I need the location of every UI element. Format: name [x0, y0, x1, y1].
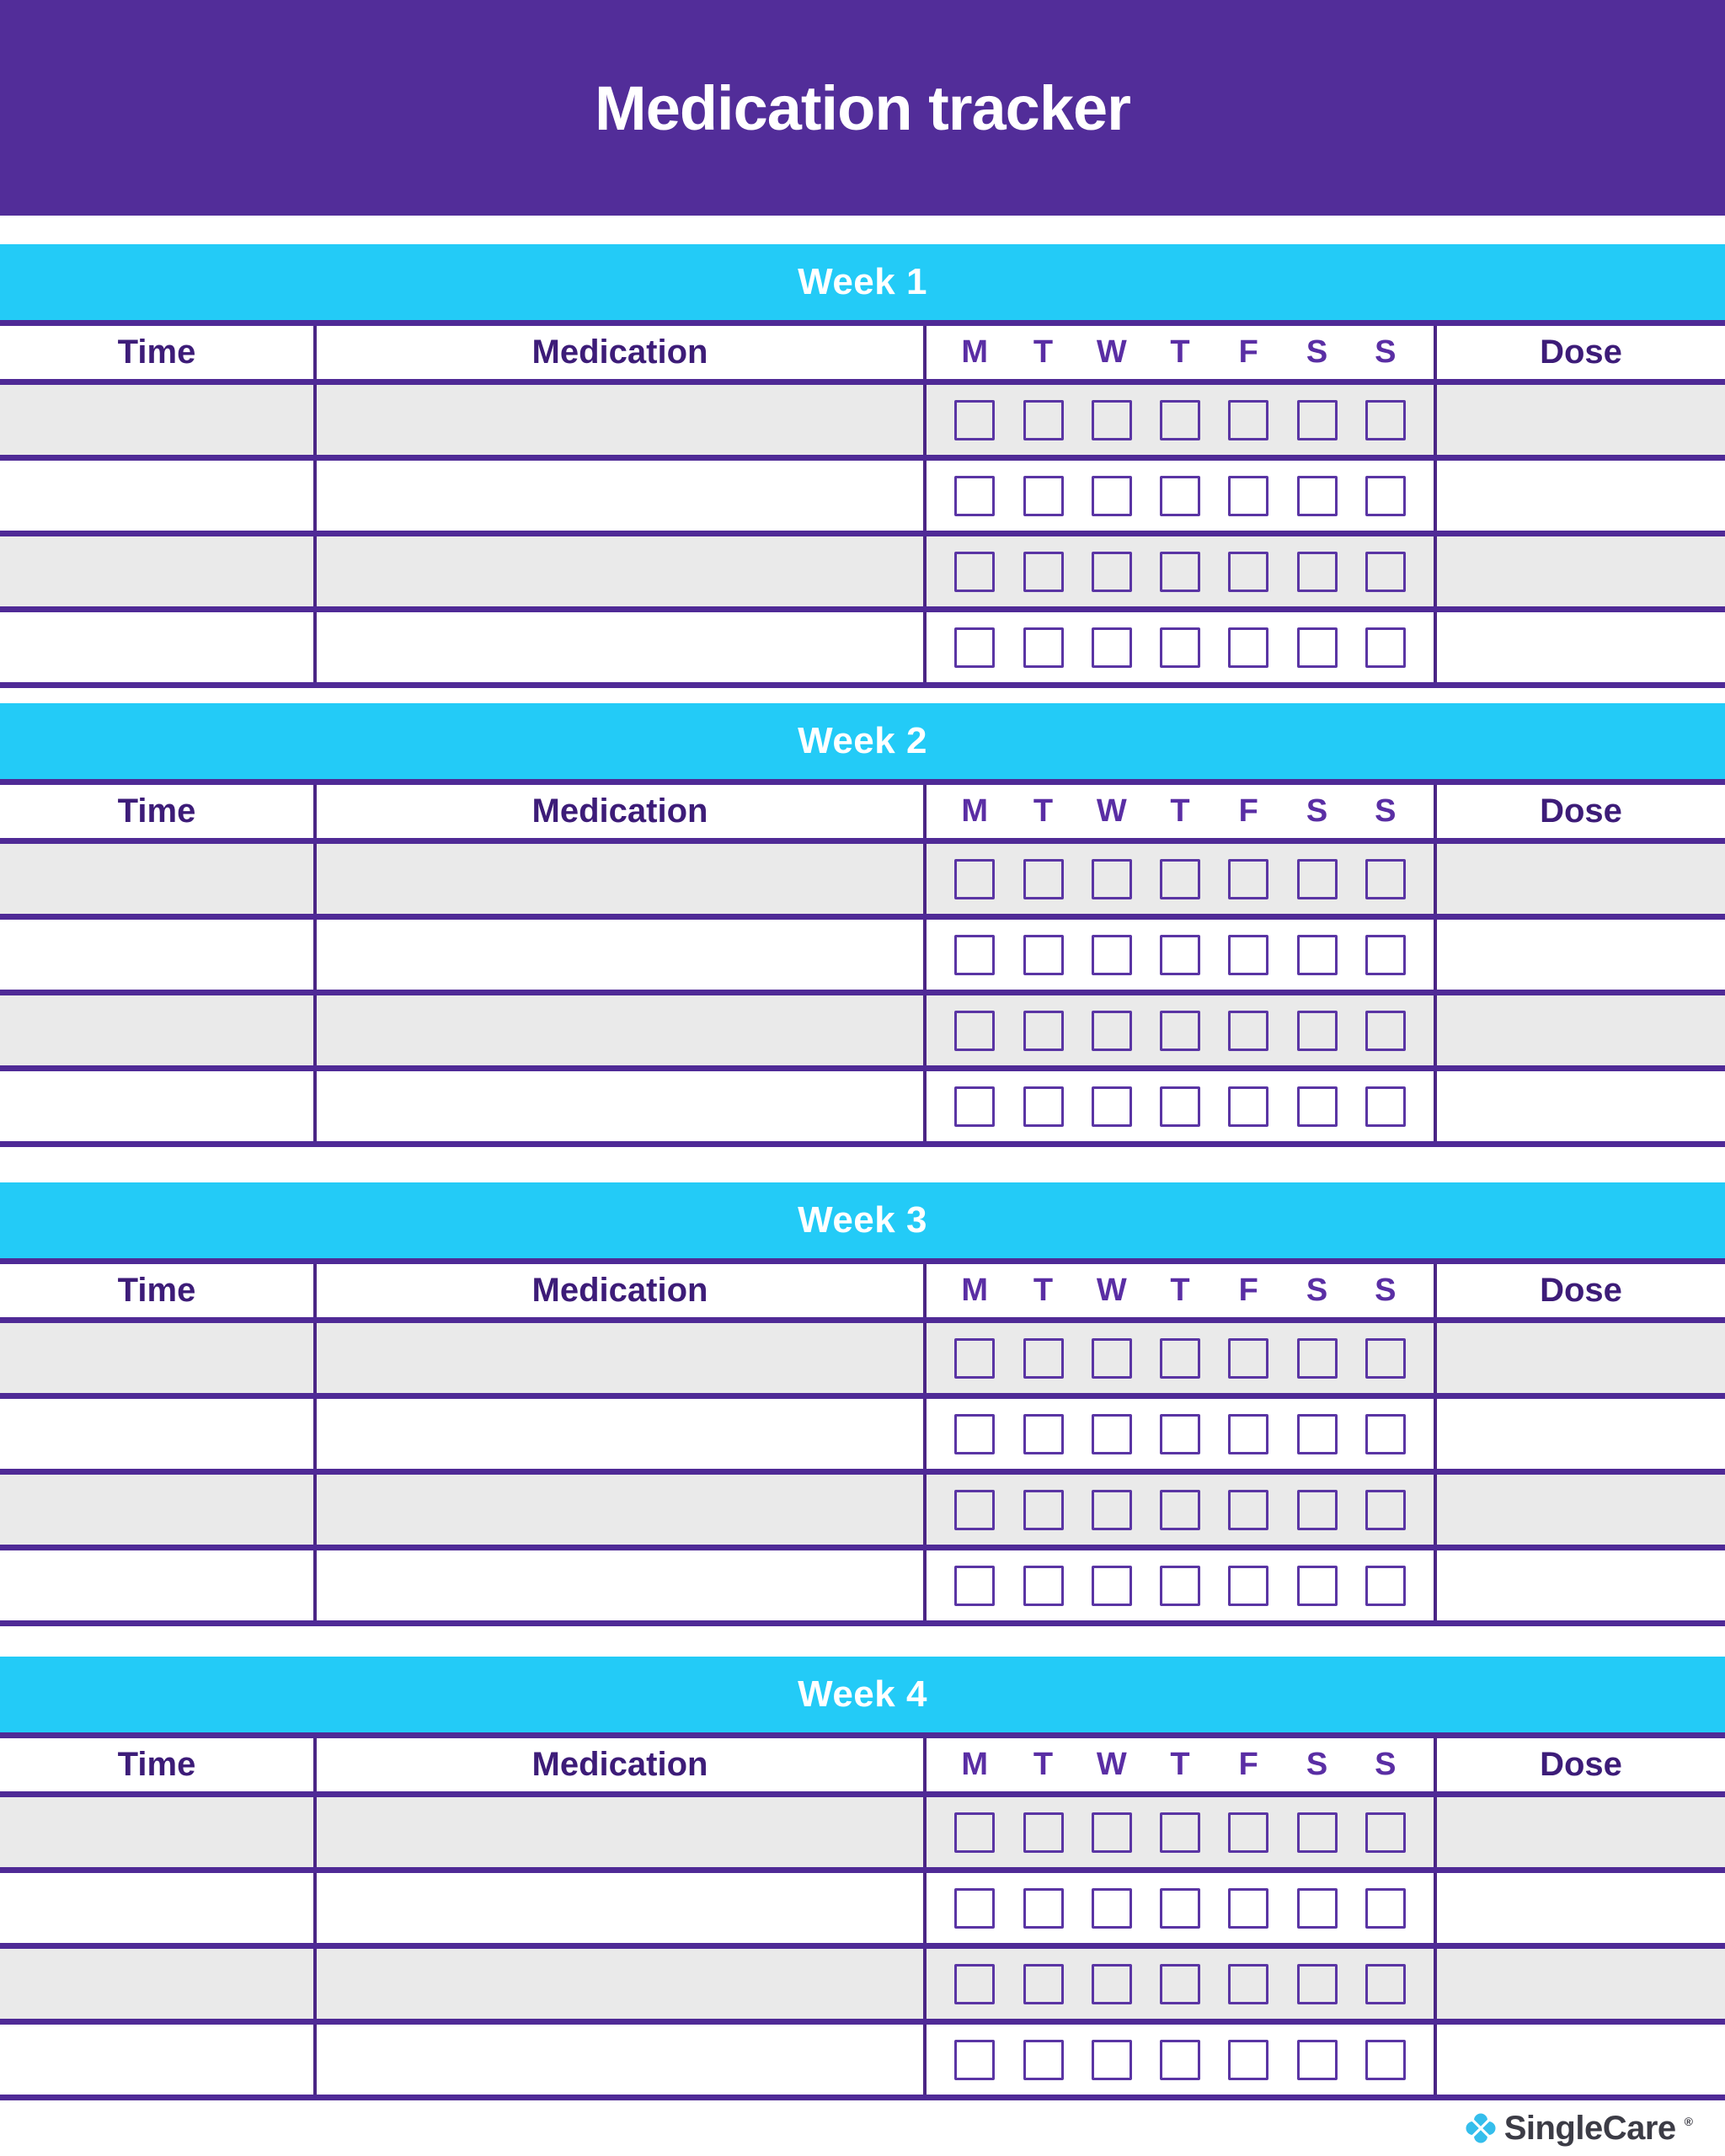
day-column-headers	[927, 326, 1437, 379]
day-checkbox-monday[interactable]	[954, 1414, 995, 1454]
day-checkbox-tuesday[interactable]	[1023, 1086, 1064, 1127]
medication-cell[interactable]	[313, 536, 927, 606]
day-letter-monday: M	[961, 334, 989, 370]
time-cell[interactable]	[0, 1797, 313, 1867]
day-checkbox-saturday[interactable]	[1297, 2040, 1338, 2080]
medication-row	[0, 995, 1725, 1071]
table-header-row	[0, 785, 1725, 844]
medication-row	[0, 385, 1725, 461]
day-letter-sunday: S	[1375, 1273, 1397, 1308]
dose-cell[interactable]	[1437, 1550, 1725, 1620]
day-letter-saturday: S	[1306, 1273, 1328, 1308]
day-letter-wednesday: W	[1096, 334, 1127, 370]
time-cell[interactable]	[0, 1949, 313, 2019]
dose-cell[interactable]	[1437, 1475, 1725, 1545]
day-checkbox-group	[927, 1399, 1437, 1469]
medication-row	[0, 1550, 1725, 1626]
day-checkbox-thursday[interactable]	[1160, 1490, 1200, 1530]
time-column-header: Time	[117, 334, 196, 371]
dose-cell[interactable]	[1437, 995, 1725, 1065]
medication-cell[interactable]	[313, 2025, 927, 2095]
medication-cell[interactable]	[313, 844, 927, 914]
day-checkbox-thursday[interactable]	[1160, 1964, 1200, 2004]
medication-column-header: Medication	[313, 326, 927, 379]
day-checkbox-wednesday[interactable]	[1092, 2040, 1132, 2080]
day-checkbox-friday[interactable]	[1228, 1011, 1268, 1051]
dose-cell[interactable]	[1437, 1399, 1725, 1469]
day-checkbox-friday[interactable]	[1228, 2040, 1268, 2080]
day-checkbox-thursday[interactable]	[1160, 1086, 1200, 1127]
day-checkbox-friday[interactable]	[1228, 1566, 1268, 1606]
day-checkbox-friday[interactable]	[1228, 476, 1268, 516]
singlecare-logo	[1466, 2110, 1693, 2148]
dose-column-header: Dose	[1540, 1746, 1622, 1783]
medication-cell[interactable]	[313, 1873, 927, 1943]
day-checkbox-monday[interactable]	[954, 2040, 995, 2080]
day-checkbox-sunday[interactable]	[1365, 1888, 1406, 1929]
day-checkbox-friday[interactable]	[1228, 1414, 1268, 1454]
week-header-bar	[0, 1657, 1725, 1732]
day-checkbox-monday[interactable]	[954, 935, 995, 975]
dose-cell[interactable]	[1437, 1949, 1725, 2019]
day-checkbox-friday[interactable]	[1228, 400, 1268, 440]
day-checkbox-group	[927, 1071, 1437, 1141]
day-checkbox-sunday[interactable]	[1365, 1011, 1406, 1051]
day-checkbox-tuesday[interactable]	[1023, 1338, 1064, 1379]
day-checkbox-tuesday[interactable]	[1023, 476, 1064, 516]
dose-cell[interactable]	[1437, 536, 1725, 606]
day-checkbox-sunday[interactable]	[1365, 1490, 1406, 1530]
day-checkbox-saturday[interactable]	[1297, 1964, 1338, 2004]
medication-cell[interactable]	[313, 920, 927, 990]
day-checkbox-saturday[interactable]	[1297, 859, 1338, 899]
day-checkbox-tuesday[interactable]	[1023, 1812, 1064, 1853]
day-checkbox-group	[927, 1475, 1437, 1545]
day-checkbox-saturday[interactable]	[1297, 1086, 1338, 1127]
week-section	[0, 1657, 1725, 2100]
day-letter-saturday: S	[1306, 793, 1328, 829]
day-checkbox-wednesday[interactable]	[1092, 1812, 1132, 1853]
day-letter-tuesday: T	[1033, 334, 1054, 370]
day-letter-tuesday: T	[1033, 1747, 1054, 1782]
day-checkbox-saturday[interactable]	[1297, 476, 1338, 516]
dose-cell[interactable]	[1437, 1873, 1725, 1943]
day-checkbox-tuesday[interactable]	[1023, 400, 1064, 440]
day-checkbox-wednesday[interactable]	[1092, 935, 1132, 975]
medication-row	[0, 2025, 1725, 2100]
day-checkbox-tuesday[interactable]	[1023, 859, 1064, 899]
week-table	[0, 1258, 1725, 1626]
day-checkbox-monday[interactable]	[954, 400, 995, 440]
medication-row	[0, 612, 1725, 688]
day-checkbox-group	[927, 1323, 1437, 1393]
day-checkbox-sunday[interactable]	[1365, 1566, 1406, 1606]
day-column-headers	[927, 1738, 1437, 1791]
day-checkbox-wednesday[interactable]	[1092, 1888, 1132, 1929]
page-footer	[0, 2100, 1725, 2156]
time-cell[interactable]	[0, 1475, 313, 1545]
week-section	[0, 703, 1725, 1147]
time-cell[interactable]	[0, 1323, 313, 1393]
medication-row	[0, 1949, 1725, 2025]
day-checkbox-wednesday[interactable]	[1092, 552, 1132, 592]
registered-trademark-symbol: ®	[1684, 2114, 1693, 2128]
day-letter-tuesday: T	[1033, 793, 1054, 829]
table-header-row	[0, 1738, 1725, 1797]
dose-cell[interactable]	[1437, 920, 1725, 990]
week-section	[0, 1182, 1725, 1626]
medication-row	[0, 461, 1725, 536]
singlecare-logo-text: SingleCare	[1503, 2109, 1676, 2147]
weeks-container	[0, 244, 1725, 2100]
medication-cell[interactable]	[313, 1797, 927, 1867]
day-checkbox-monday[interactable]	[954, 476, 995, 516]
time-cell[interactable]	[0, 2025, 313, 2095]
dose-column-header: Dose	[1540, 334, 1622, 371]
dose-column-header: Dose	[1540, 792, 1622, 830]
day-checkbox-monday[interactable]	[954, 859, 995, 899]
time-cell[interactable]	[0, 385, 313, 455]
dose-cell[interactable]	[1437, 1797, 1725, 1867]
day-checkbox-thursday[interactable]	[1160, 1414, 1200, 1454]
day-letter-thursday: T	[1170, 1747, 1190, 1782]
day-checkbox-tuesday[interactable]	[1023, 2040, 1064, 2080]
week-table	[0, 320, 1725, 688]
day-letter-monday: M	[961, 793, 989, 829]
day-checkbox-wednesday[interactable]	[1092, 1566, 1132, 1606]
day-checkbox-sunday[interactable]	[1365, 1964, 1406, 2004]
medication-cell[interactable]	[313, 1949, 927, 2019]
day-checkbox-friday[interactable]	[1228, 1338, 1268, 1379]
week-header-bar	[0, 1182, 1725, 1258]
time-cell[interactable]	[0, 995, 313, 1065]
medication-cell[interactable]	[313, 1475, 927, 1545]
day-checkbox-monday[interactable]	[954, 1490, 995, 1530]
day-checkbox-tuesday[interactable]	[1023, 1011, 1064, 1051]
time-cell[interactable]	[0, 536, 313, 606]
day-letter-wednesday: W	[1096, 1747, 1127, 1782]
day-checkbox-sunday[interactable]	[1365, 859, 1406, 899]
day-checkbox-friday[interactable]	[1228, 1812, 1268, 1853]
day-checkbox-saturday[interactable]	[1297, 1566, 1338, 1606]
medication-row	[0, 1323, 1725, 1399]
medication-cell[interactable]	[313, 1550, 927, 1620]
day-checkbox-wednesday[interactable]	[1092, 1086, 1132, 1127]
day-checkbox-friday[interactable]	[1228, 1086, 1268, 1127]
day-checkbox-friday[interactable]	[1228, 1490, 1268, 1530]
table-header-row	[0, 1264, 1725, 1323]
day-checkbox-wednesday[interactable]	[1092, 859, 1132, 899]
dose-cell[interactable]	[1437, 1323, 1725, 1393]
day-checkbox-thursday[interactable]	[1160, 552, 1200, 592]
day-checkbox-tuesday[interactable]	[1023, 1888, 1064, 1929]
day-checkbox-saturday[interactable]	[1297, 1011, 1338, 1051]
medication-cell[interactable]	[313, 995, 927, 1065]
day-column-headers	[927, 785, 1437, 838]
singlecare-clover-icon	[1466, 2113, 1496, 2143]
time-cell[interactable]	[0, 461, 313, 531]
day-checkbox-friday[interactable]	[1228, 1964, 1268, 2004]
day-letter-friday: F	[1238, 1273, 1258, 1308]
day-checkbox-thursday[interactable]	[1160, 859, 1200, 899]
dose-cell[interactable]	[1437, 385, 1725, 455]
medication-column-header: Medication	[313, 785, 927, 838]
day-letter-saturday: S	[1306, 334, 1328, 370]
day-checkbox-friday[interactable]	[1228, 935, 1268, 975]
week-header-bar	[0, 244, 1725, 320]
day-checkbox-saturday[interactable]	[1297, 1338, 1338, 1379]
day-checkbox-saturday[interactable]	[1297, 400, 1338, 440]
week-label: Week 3	[798, 1199, 927, 1241]
day-checkbox-thursday[interactable]	[1160, 400, 1200, 440]
dose-cell[interactable]	[1437, 612, 1725, 682]
medication-cell[interactable]	[313, 1071, 927, 1141]
day-checkbox-wednesday[interactable]	[1092, 1338, 1132, 1379]
time-cell[interactable]	[0, 844, 313, 914]
day-letter-thursday: T	[1170, 334, 1190, 370]
day-checkbox-group	[927, 612, 1437, 682]
time-cell[interactable]	[0, 1873, 313, 1943]
medication-row	[0, 920, 1725, 995]
page-banner	[0, 0, 1725, 216]
day-checkbox-saturday[interactable]	[1297, 552, 1338, 592]
time-column-header: Time	[117, 1746, 196, 1783]
day-checkbox-sunday[interactable]	[1365, 552, 1406, 592]
week-header-bar	[0, 703, 1725, 779]
medication-column-header: Medication	[313, 1738, 927, 1791]
dose-cell[interactable]	[1437, 2025, 1725, 2095]
day-checkbox-sunday[interactable]	[1365, 1414, 1406, 1454]
day-checkbox-sunday[interactable]	[1365, 1086, 1406, 1127]
table-header-row	[0, 326, 1725, 385]
day-checkbox-monday[interactable]	[954, 1964, 995, 2004]
day-checkbox-sunday[interactable]	[1365, 935, 1406, 975]
dose-cell[interactable]	[1437, 1071, 1725, 1141]
day-checkbox-saturday[interactable]	[1297, 1812, 1338, 1853]
day-checkbox-sunday[interactable]	[1365, 1812, 1406, 1853]
day-checkbox-thursday[interactable]	[1160, 1338, 1200, 1379]
time-cell[interactable]	[0, 1071, 313, 1141]
medication-row	[0, 536, 1725, 612]
day-checkbox-sunday[interactable]	[1365, 400, 1406, 440]
medication-row	[0, 1399, 1725, 1475]
day-checkbox-wednesday[interactable]	[1092, 400, 1132, 440]
dose-cell[interactable]	[1437, 844, 1725, 914]
time-cell[interactable]	[0, 1399, 313, 1469]
day-checkbox-thursday[interactable]	[1160, 476, 1200, 516]
day-checkbox-sunday[interactable]	[1365, 1338, 1406, 1379]
day-letter-sunday: S	[1375, 793, 1397, 829]
day-checkbox-thursday[interactable]	[1160, 2040, 1200, 2080]
day-checkbox-thursday[interactable]	[1160, 1011, 1200, 1051]
medication-row	[0, 1071, 1725, 1147]
day-checkbox-group	[927, 2025, 1437, 2095]
day-checkbox-thursday[interactable]	[1160, 1566, 1200, 1606]
day-letter-sunday: S	[1375, 1747, 1397, 1782]
day-checkbox-saturday[interactable]	[1297, 1414, 1338, 1454]
day-checkbox-group	[927, 1550, 1437, 1620]
day-checkbox-sunday[interactable]	[1365, 476, 1406, 516]
day-checkbox-friday[interactable]	[1228, 552, 1268, 592]
medication-cell[interactable]	[313, 1323, 927, 1393]
day-checkbox-thursday[interactable]	[1160, 935, 1200, 975]
time-column-header: Time	[117, 1272, 196, 1309]
week-section	[0, 244, 1725, 688]
day-checkbox-sunday[interactable]	[1365, 2040, 1406, 2080]
day-checkbox-thursday[interactable]	[1160, 1812, 1200, 1853]
day-checkbox-monday[interactable]	[954, 627, 995, 668]
day-letter-saturday: S	[1306, 1747, 1328, 1782]
day-checkbox-monday[interactable]	[954, 1338, 995, 1379]
day-letter-thursday: T	[1170, 1273, 1190, 1308]
day-checkbox-wednesday[interactable]	[1092, 1964, 1132, 2004]
day-checkbox-saturday[interactable]	[1297, 1888, 1338, 1929]
day-checkbox-wednesday[interactable]	[1092, 627, 1132, 668]
day-checkbox-group	[927, 844, 1437, 914]
day-letter-monday: M	[961, 1273, 989, 1308]
day-letter-friday: F	[1238, 793, 1258, 829]
medication-cell[interactable]	[313, 461, 927, 531]
day-checkbox-group	[927, 1797, 1437, 1867]
dose-cell[interactable]	[1437, 461, 1725, 531]
day-letter-thursday: T	[1170, 793, 1190, 829]
day-checkbox-monday[interactable]	[954, 1086, 995, 1127]
day-checkbox-tuesday[interactable]	[1023, 1414, 1064, 1454]
medication-cell[interactable]	[313, 385, 927, 455]
dose-column-header: Dose	[1540, 1272, 1622, 1309]
day-checkbox-wednesday[interactable]	[1092, 1490, 1132, 1530]
day-checkbox-tuesday[interactable]	[1023, 627, 1064, 668]
medication-cell[interactable]	[313, 612, 927, 682]
week-table	[0, 1732, 1725, 2100]
day-checkbox-group	[927, 920, 1437, 990]
medication-row	[0, 1797, 1725, 1873]
time-cell[interactable]	[0, 920, 313, 990]
day-checkbox-monday[interactable]	[954, 1011, 995, 1051]
day-letter-tuesday: T	[1033, 1273, 1054, 1308]
medication-cell[interactable]	[313, 1399, 927, 1469]
day-checkbox-wednesday[interactable]	[1092, 1414, 1132, 1454]
day-checkbox-monday[interactable]	[954, 1812, 995, 1853]
day-letter-wednesday: W	[1096, 1273, 1127, 1308]
medication-column-header: Medication	[313, 1264, 927, 1317]
day-checkbox-friday[interactable]	[1228, 859, 1268, 899]
day-checkbox-group	[927, 995, 1437, 1065]
time-cell[interactable]	[0, 1550, 313, 1620]
time-column-header: Time	[117, 792, 196, 830]
day-checkbox-monday[interactable]	[954, 1566, 995, 1606]
day-checkbox-thursday[interactable]	[1160, 1888, 1200, 1929]
medication-row	[0, 1475, 1725, 1550]
day-letter-wednesday: W	[1096, 793, 1127, 829]
day-checkbox-friday[interactable]	[1228, 1888, 1268, 1929]
day-letter-monday: M	[961, 1747, 989, 1782]
day-checkbox-tuesday[interactable]	[1023, 1566, 1064, 1606]
day-checkbox-wednesday[interactable]	[1092, 1011, 1132, 1051]
day-checkbox-monday[interactable]	[954, 552, 995, 592]
day-checkbox-tuesday[interactable]	[1023, 552, 1064, 592]
day-checkbox-tuesday[interactable]	[1023, 1964, 1064, 2004]
medication-row	[0, 844, 1725, 920]
day-checkbox-tuesday[interactable]	[1023, 1490, 1064, 1530]
day-checkbox-group	[927, 536, 1437, 606]
day-letter-friday: F	[1238, 1747, 1258, 1782]
week-label: Week 1	[798, 261, 927, 302]
day-checkbox-sunday[interactable]	[1365, 627, 1406, 668]
day-checkbox-thursday[interactable]	[1160, 627, 1200, 668]
medication-row	[0, 1873, 1725, 1949]
day-checkbox-group	[927, 461, 1437, 531]
day-checkbox-tuesday[interactable]	[1023, 935, 1064, 975]
day-column-headers	[927, 1264, 1437, 1317]
week-table	[0, 779, 1725, 1147]
week-label: Week 4	[798, 1673, 927, 1715]
week-label: Week 2	[798, 720, 927, 761]
day-checkbox-saturday[interactable]	[1297, 1490, 1338, 1530]
day-checkbox-group	[927, 385, 1437, 455]
day-checkbox-monday[interactable]	[954, 1888, 995, 1929]
page-title: Medication tracker	[595, 72, 1130, 143]
day-checkbox-saturday[interactable]	[1297, 935, 1338, 975]
day-letter-sunday: S	[1375, 334, 1397, 370]
day-checkbox-wednesday[interactable]	[1092, 476, 1132, 516]
day-checkbox-group	[927, 1873, 1437, 1943]
day-checkbox-saturday[interactable]	[1297, 627, 1338, 668]
day-checkbox-group	[927, 1949, 1437, 2019]
day-letter-friday: F	[1238, 334, 1258, 370]
time-cell[interactable]	[0, 612, 313, 682]
day-checkbox-friday[interactable]	[1228, 627, 1268, 668]
